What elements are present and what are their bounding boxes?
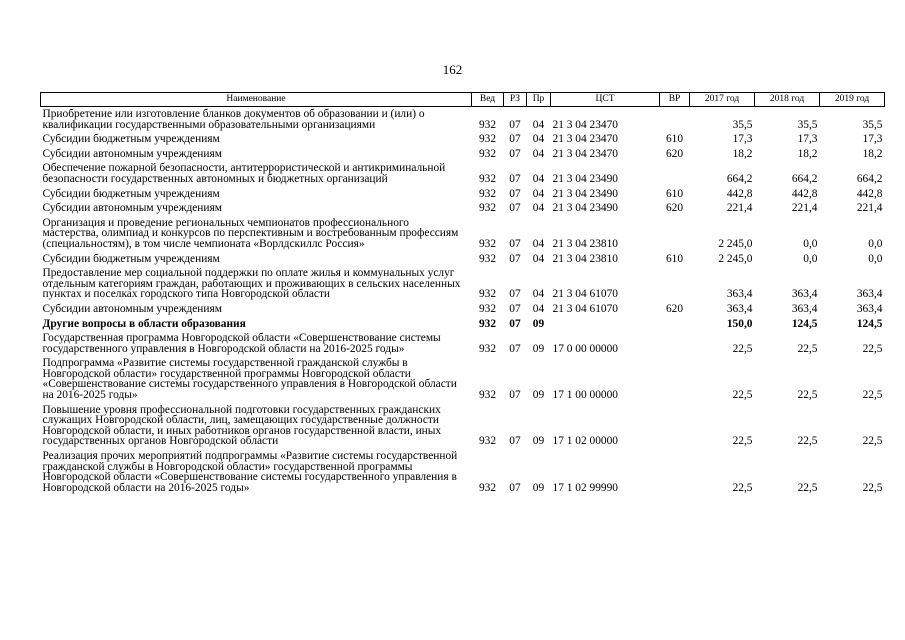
table-row xyxy=(41,161,885,186)
row-rz: 07 xyxy=(509,342,521,355)
row-ved: 932 xyxy=(478,435,497,448)
row-ved: 932 xyxy=(478,317,497,330)
table-header xyxy=(41,93,885,107)
row-value-2018: 664,2 xyxy=(791,172,818,185)
row-cst: 21 3 04 23470 xyxy=(552,133,618,146)
row-rz: 07 xyxy=(509,252,521,265)
row-value-2018: 363,4 xyxy=(791,288,818,301)
row-value-2017: 35,5 xyxy=(732,118,753,131)
row-rz: 07 xyxy=(509,172,521,185)
table-row xyxy=(41,107,885,133)
row-ved: 932 xyxy=(478,237,497,250)
row-vr: 620 xyxy=(665,147,684,160)
row-pr: 04 xyxy=(532,302,545,315)
row-pr: 04 xyxy=(532,172,545,185)
row-value-2019: 18,2 xyxy=(862,147,883,160)
col-header-rz: РЗ xyxy=(504,93,527,107)
table-row xyxy=(41,201,885,216)
row-value-2017: 22,5 xyxy=(732,481,753,494)
col-header-cst: ЦСТ xyxy=(551,93,660,107)
row-vr xyxy=(660,216,690,252)
row-rz: 07 xyxy=(509,481,521,494)
row-ved: 932 xyxy=(478,302,497,315)
col-header-2018: 2018 год xyxy=(755,93,820,107)
row-value-2019: 124,5 xyxy=(856,317,883,330)
row-vr xyxy=(660,266,690,302)
row-name: Субсидии автономным учреждениям xyxy=(42,302,222,315)
table-row xyxy=(41,252,885,267)
row-pr: 04 xyxy=(532,237,545,250)
row-value-2018: 17,3 xyxy=(797,133,818,146)
row-ved: 932 xyxy=(478,481,497,494)
row-value-2017: 221,4 xyxy=(726,202,753,215)
row-rz: 07 xyxy=(509,317,521,330)
row-value-2019: 221,4 xyxy=(856,202,883,215)
row-value-2017: 22,5 xyxy=(732,342,753,355)
row-value-2018: 22,5 xyxy=(797,481,818,494)
table-row xyxy=(41,132,885,147)
table-row xyxy=(41,266,885,302)
table-body xyxy=(41,107,885,496)
row-vr xyxy=(660,107,690,133)
row-value-2019: 35,5 xyxy=(862,118,883,131)
table-row xyxy=(41,356,885,402)
row-rz: 07 xyxy=(509,133,521,146)
row-value-2018: 35,5 xyxy=(797,118,818,131)
table-row xyxy=(41,302,885,317)
row-name: Реализация прочих мероприятий подпрограммы «Развитие системы государственной гражданской службы в Новгородской области» государственной программы Новгородской области «Совершенствование системы государственного управления в Новгородской области на 2016-2025 годы» xyxy=(42,450,458,494)
row-value-2017: 442,8 xyxy=(726,187,753,200)
row-ved: 932 xyxy=(478,187,497,200)
table-row xyxy=(41,147,885,162)
row-vr xyxy=(660,356,690,402)
row-value-2019: 363,4 xyxy=(856,288,883,301)
row-cst: 21 3 04 23470 xyxy=(552,118,618,131)
row-pr: 09 xyxy=(532,389,545,402)
row-value-2019: 363,4 xyxy=(856,302,883,315)
row-pr: 04 xyxy=(532,252,545,265)
table-row xyxy=(41,317,885,332)
row-value-2017: 664,2 xyxy=(726,172,753,185)
row-name: Другие вопросы в области образования xyxy=(42,317,246,330)
row-value-2018: 18,2 xyxy=(797,147,818,160)
row-value-2018: 221,4 xyxy=(791,202,818,215)
row-name: Субсидии автономным учреждениям xyxy=(42,202,222,215)
row-name: Организация и проведение региональных чемпионатов профессионального мастерства, олимпиад и конкурсов по перспективным и востребованным профессиям (специальностям), в том числе чемпионата «Ворлдскиллс Россия» xyxy=(42,216,459,250)
row-value-2019: 0,0 xyxy=(868,252,883,265)
row-pr: 09 xyxy=(532,342,545,355)
table-row xyxy=(41,331,885,356)
row-vr xyxy=(660,403,690,449)
row-name: Подпрограмма «Развитие системы государственной гражданской службы в Новгородской области» государственной программы Новгородской области «Совершенствование системы государственного управления в Новгородской области на 2016-2025 годы» xyxy=(42,357,457,402)
row-pr: 04 xyxy=(532,202,545,215)
row-name: Повышение уровня профессиональной подготовки государственных гражданских служащих Новгородской области, лиц, замещающих государственные должности Новгородской области, и иных работников органов государственной власти, иных государственных органов Новгородской области xyxy=(42,403,442,448)
row-value-2018: 22,5 xyxy=(797,342,818,355)
row-value-2018: 0,0 xyxy=(803,237,818,250)
row-cst: 17 0 00 00000 xyxy=(552,342,618,355)
row-value-2018: 22,5 xyxy=(797,435,818,448)
row-ved: 932 xyxy=(478,202,497,215)
row-vr: 620 xyxy=(665,302,684,315)
row-vr: 610 xyxy=(665,252,684,265)
row-value-2018: 0,0 xyxy=(803,252,818,265)
table-row xyxy=(41,403,885,449)
row-rz: 07 xyxy=(509,237,521,250)
row-name: Приобретение или изготовление бланков документов об образовании и (или) о квалификации государственными образовательными организациями xyxy=(42,108,425,131)
row-value-2017: 18,2 xyxy=(732,147,753,160)
col-header-name: Наименование xyxy=(41,93,472,107)
row-cst: 21 3 04 61070 xyxy=(552,302,618,315)
row-vr xyxy=(660,317,690,332)
row-value-2018: 124,5 xyxy=(791,317,818,330)
row-vr: 610 xyxy=(665,133,684,146)
row-ved: 932 xyxy=(478,172,497,185)
row-name: Предоставление мер социальной поддержки по оплате жилья и коммунальных услуг отдельным категориям граждан, работающих и проживающих в сельских населенных пунктах и поселках городского типа Новгородской области xyxy=(42,267,461,301)
row-cst: 17 1 02 00000 xyxy=(552,435,618,448)
col-header-pr: Пр xyxy=(527,93,551,107)
row-value-2019: 442,8 xyxy=(856,187,883,200)
row-value-2017: 363,4 xyxy=(726,302,753,315)
row-cst: 21 3 04 23490 xyxy=(552,172,618,185)
row-value-2017: 2 245,0 xyxy=(718,252,753,265)
row-vr xyxy=(660,449,690,495)
row-rz: 07 xyxy=(509,302,521,315)
row-cst: 21 3 04 23810 xyxy=(552,237,618,250)
row-pr: 09 xyxy=(532,317,545,330)
row-ved: 932 xyxy=(478,147,497,160)
row-name: Субсидии автономным учреждениям xyxy=(42,147,222,160)
row-cst: 21 3 04 23490 xyxy=(552,187,618,200)
col-header-ved: Вед xyxy=(472,93,504,107)
col-header-2017: 2017 год xyxy=(690,93,755,107)
col-header-2019: 2019 год xyxy=(820,93,885,107)
row-vr xyxy=(660,161,690,186)
row-ved: 932 xyxy=(478,252,497,265)
row-vr: 620 xyxy=(665,202,684,215)
row-ved: 932 xyxy=(478,133,497,146)
row-value-2019: 22,5 xyxy=(862,389,883,402)
row-name: Государственная программа Новгородской области «Совершенствование системы государственного управления в Новгородской области на 2016-2025 годы» xyxy=(42,332,441,355)
row-value-2017: 22,5 xyxy=(732,435,753,448)
page-number: 162 xyxy=(442,62,463,77)
row-cst: 21 3 04 23810 xyxy=(552,252,618,265)
row-name: Субсидии бюджетным учреждениям xyxy=(42,133,220,146)
row-value-2019: 22,5 xyxy=(862,342,883,355)
row-value-2019: 22,5 xyxy=(862,435,883,448)
table-row xyxy=(41,216,885,252)
row-pr: 09 xyxy=(532,481,545,494)
row-ved: 932 xyxy=(478,389,497,402)
row-rz: 07 xyxy=(509,187,521,200)
row-cst xyxy=(551,317,660,332)
table-row xyxy=(41,187,885,202)
row-rz: 07 xyxy=(509,118,521,131)
row-rz: 07 xyxy=(509,202,521,215)
row-value-2018: 363,4 xyxy=(791,302,818,315)
row-pr: 04 xyxy=(532,187,545,200)
row-value-2017: 363,4 xyxy=(726,288,753,301)
row-pr: 04 xyxy=(532,288,545,301)
row-value-2019: 664,2 xyxy=(856,172,883,185)
row-value-2019: 22,5 xyxy=(862,481,883,494)
budget-table xyxy=(40,92,885,495)
row-rz: 07 xyxy=(509,288,521,301)
table-row xyxy=(41,449,885,495)
row-pr: 04 xyxy=(532,118,545,131)
row-rz: 07 xyxy=(509,147,521,160)
row-rz: 07 xyxy=(509,435,521,448)
row-pr: 04 xyxy=(532,133,545,146)
row-cst: 21 3 04 23470 xyxy=(552,147,618,160)
row-ved: 932 xyxy=(478,118,497,131)
row-cst: 21 3 04 61070 xyxy=(552,288,618,301)
row-value-2017: 150,0 xyxy=(726,317,753,330)
row-pr: 04 xyxy=(532,147,545,160)
row-cst: 17 1 00 00000 xyxy=(552,389,618,402)
row-value-2017: 2 245,0 xyxy=(718,237,753,250)
row-name: Субсидии бюджетным учреждениям xyxy=(42,187,220,200)
row-value-2017: 17,3 xyxy=(732,133,753,146)
row-pr: 09 xyxy=(532,435,545,448)
row-value-2018: 22,5 xyxy=(797,389,818,402)
row-rz: 07 xyxy=(509,389,521,402)
row-name: Субсидии бюджетным учреждениям xyxy=(42,252,220,265)
row-vr xyxy=(660,331,690,356)
row-name: Обеспечение пожарной безопасности, антитеррористической и антикриминальной безопасности государственных автономных и бюджетных организаций xyxy=(42,162,446,185)
row-value-2018: 442,8 xyxy=(791,187,818,200)
col-header-vr: ВР xyxy=(660,93,690,107)
row-cst: 17 1 02 99990 xyxy=(552,481,618,494)
row-ved: 932 xyxy=(478,288,497,301)
row-value-2017: 22,5 xyxy=(732,389,753,402)
row-value-2019: 17,3 xyxy=(862,133,883,146)
row-cst: 21 3 04 23490 xyxy=(552,202,618,215)
row-vr: 610 xyxy=(665,187,684,200)
row-value-2019: 0,0 xyxy=(868,237,883,250)
row-ved: 932 xyxy=(478,342,497,355)
